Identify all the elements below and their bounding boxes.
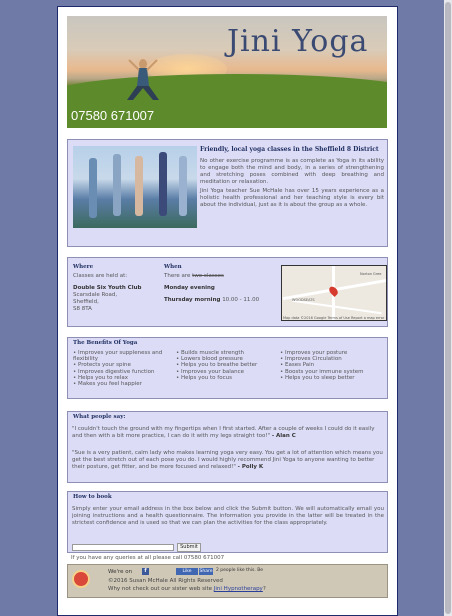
yoga-class-photo <box>73 146 197 228</box>
venue-city: Sheffield, <box>73 299 99 305</box>
location-map[interactable] <box>281 265 387 321</box>
benefit-item: • Eases Pain <box>280 362 315 369</box>
sister-site-suffix: ? <box>262 586 266 592</box>
venue-name: Double Six Youth Club <box>73 285 142 291</box>
benefits-list-2 <box>176 350 276 381</box>
benefit-item: • Builds muscle strength <box>176 350 244 356</box>
when-column <box>164 264 278 304</box>
where-heading: Where <box>73 264 94 270</box>
testimonials-section <box>67 411 388 483</box>
benefit-item: • Protects your spine <box>73 362 131 369</box>
when-struck-text: two classes <box>192 273 224 279</box>
facebook-like-button[interactable]: Like <box>176 568 198 575</box>
class-day-1: Monday evening <box>164 285 215 291</box>
testimonials-heading: What people say: <box>73 414 126 420</box>
benefit-item: • Improves your balance <box>176 368 244 375</box>
testimonial-1-author: - Alan C <box>271 433 296 439</box>
booking-text: Simply enter your email address in the box below and click the Submit button. We will automatically email you joining instructions and a health questionnaire. The information you provide in the latter will be treated in the strictest confidence and is used so that we can plan the activities for the class appropriately. <box>72 506 384 526</box>
site-title: Jini Yoga <box>227 24 369 59</box>
hypnotherapy-link[interactable]: Jini Hypnotherapy <box>213 586 263 592</box>
intro-paragraph-1: No other exercise programme is as complete as Yoga in its ability to engage both the mind and body, in a series of strengthening and stretching poses combined with deep breathing and meditation or relaxation. <box>200 158 384 185</box>
testimonial-2 <box>72 450 384 471</box>
scrollbar-thumb[interactable] <box>445 2 451 614</box>
class-day-2-name: Thursday morning <box>164 297 221 303</box>
when-classes-text <box>164 273 278 280</box>
facebook-like-count: 2 people like this. Be <box>216 568 264 573</box>
benefit-item: • Helps you to relax <box>73 374 128 381</box>
class-day-2 <box>164 297 278 304</box>
map-footer: Map data ©2016 Google Terms of Use Report a map error <box>283 316 385 320</box>
testimonial-2-quote: "Sue is a very patient, calm lady who makes learning yoga very easy. You get a lot of attention which means you get the best stretch out of each pose you do. I would highly recommend Jini Yoga to anyone wanting to better their posture, get fitter, and be more focused and relaxed!" <box>72 450 383 470</box>
benefit-item: • Boosts your immune system <box>280 368 364 375</box>
intro-paragraph-2: Jini Yoga teacher Sue McHale has over 15 years experience as a holistic health professional and her teaching style is every bit about the individual, just as it is about the group as a whole. <box>200 188 384 208</box>
venue-postcode: S8 8TA <box>73 306 92 312</box>
email-input[interactable] <box>72 544 174 551</box>
header-banner <box>67 16 387 128</box>
benefit-item: • Lowers blood pressure <box>176 356 243 363</box>
query-text: If you have any queries at all please call 07580 671007 <box>71 555 225 561</box>
submit-button[interactable]: Submit <box>177 543 201 552</box>
scrollbar[interactable] <box>444 0 452 616</box>
benefit-item: • Improves Circulation <box>280 356 342 363</box>
facebook-text: We're on <box>108 569 133 575</box>
testimonial-1 <box>72 426 384 440</box>
benefit-item: • Helps you to sleep better <box>280 374 355 381</box>
intro-heading: Friendly, local yoga classes in the Sheffield 8 District <box>200 146 379 153</box>
sister-site-text <box>108 586 266 592</box>
intro-section <box>67 139 388 247</box>
map-label-woodseats: WOODSEATS <box>292 298 315 302</box>
where-when-section <box>67 257 388 327</box>
yoga-figure-image <box>123 56 163 102</box>
map-label-norton: Norton Gree <box>360 272 382 276</box>
where-intro: Classes are held at: <box>73 273 128 279</box>
facebook-icon[interactable]: f <box>142 568 149 575</box>
benefit-item: • Improves digestive function <box>73 368 155 375</box>
benefits-list-1 <box>73 350 173 387</box>
benefit-item: • Improves your suppleness and flexibility <box>73 350 163 363</box>
sister-site-prefix: Why not check out our sister web site <box>108 586 213 592</box>
footer <box>67 564 388 598</box>
benefits-heading: The Benefits Of Yoga <box>73 340 138 346</box>
header-phone: 07580 671007 <box>71 108 155 123</box>
badge-logo <box>72 570 90 588</box>
testimonial-1-quote: "I couldn't touch the ground with my fingertips when I first started. After a couple of weeks I could do it easily and then with a bit more practice, I can do it with my legs straight too!" <box>72 426 375 439</box>
benefit-item: • Makes you feel happier <box>73 381 142 388</box>
copyright-text: ©2016 Susan McHale All Rights Reserved <box>108 578 223 584</box>
where-column <box>73 264 161 313</box>
booking-heading: How to book <box>73 494 112 500</box>
testimonial-2-author: - Polly K <box>237 464 264 470</box>
when-prefix: There are <box>164 273 191 279</box>
facebook-share-button[interactable]: Share <box>199 569 213 574</box>
venue-street: Scarsdale Road, <box>73 292 118 298</box>
benefit-item: • Helps you to breathe better <box>176 362 258 369</box>
page-container <box>57 6 398 616</box>
when-heading: When <box>164 264 182 270</box>
benefits-section <box>67 337 388 399</box>
benefit-item: • Improves your posture <box>280 350 348 356</box>
class-day-2-time: 10.00 - 11.00 <box>222 297 260 303</box>
benefit-item: • Helps you to focus <box>176 374 232 381</box>
booking-section <box>67 491 388 553</box>
benefits-list-3 <box>280 350 385 381</box>
